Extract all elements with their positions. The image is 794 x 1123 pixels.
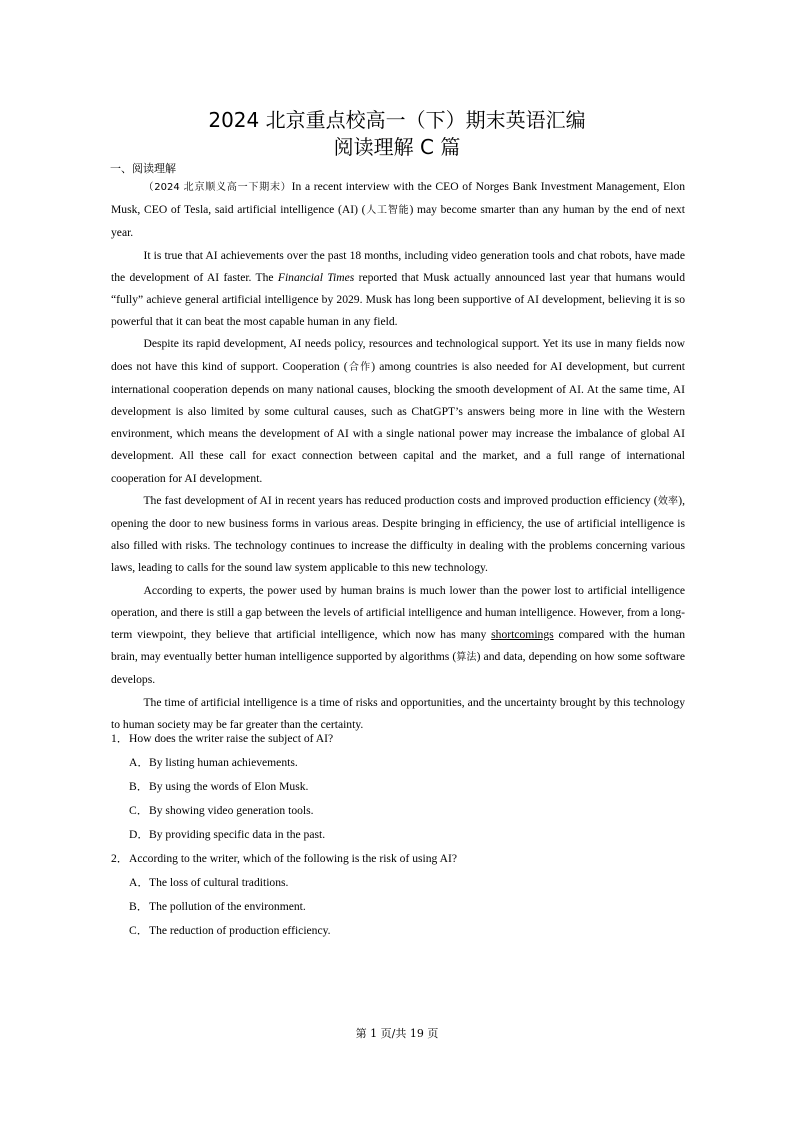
question-2-option-c: C．The reduction of production efficiency. xyxy=(129,924,331,937)
question-1-option-b: B．By using the words of Elon Musk. xyxy=(129,780,309,793)
publication-name: Financial Times xyxy=(277,270,355,284)
paragraph-3: Despite its rapid development, AI needs policy, resources and technological support. Yet its use in many fields now does not have this kind of support. Cooperation (合作) among countries is also needed for AI development, but current international cooperation depends on many national causes, blocking the smooth development of AI. At the same time, AI development is also limited by some cultural causes, such as ChatGPT’s answers being more in line with the Western environment, which means the development of AI with a single national power may increase the imbalance of global AI development. All these call for exact connection between capital and the market, and a full range of international cooperation for AI development. xyxy=(111,337,686,485)
question-1-option-d: D．By providing specific data in the past. xyxy=(129,828,326,841)
document-subtitle: 阅读理解 C 篇 xyxy=(333,135,461,159)
paragraph-4: The fast development of AI in recent years has reduced production costs and improved production efficiency (效率), opening the door to new business forms in various areas. Despite bringing in efficiency, the use of artificial intelligence is also filled with risks. The technology continues to increase the difficulty in dealing with the problems concerning various laws, leading to calls for the sound law system applicable to this new technology. xyxy=(111,493,685,575)
passage-source: （2024 北京顺义高一下期末） xyxy=(143,182,292,193)
paragraph-1: （2024 北京顺义高一下期末）In a recent interview with the CEO of Norges Bank Investment Management, Elon Musk, CEO of Tesla, said artificial intelligence (AI) (人工智能) may become smarter than any human by the end of next year. xyxy=(111,180,686,240)
question-1: 1．How does the writer raise the subject of AI? xyxy=(111,732,334,745)
question-2-option-a: A．The loss of cultural traditions. xyxy=(129,876,289,889)
question-1-option-a: A．By listing human achievements. xyxy=(129,756,298,769)
question-2: 2．According to the writer, which of the following is the risk of using AI? xyxy=(111,852,457,865)
question-2-option-b: B．The pollution of the environment. xyxy=(129,900,306,913)
paragraph-5: According to experts, the power used by human brains is much lower than the power lost to artificial intelligence operation, and there is still a gap between the levels of artificial intelligence and human intelligence. However, from a long-term viewpoint, they believe that artificial intelligence, which now has many shortcomings compared with the human brain, may eventually better human intelligence supported by algorithms (算法) and data, depending on how some software develops. xyxy=(111,583,686,687)
question-list xyxy=(111,728,685,944)
page-footer: 第 1 页/共 19 页 xyxy=(355,1027,439,1040)
paragraph-2: It is true that AI achievements over the past 18 months, including video generation tools and chat robots, have made the development of AI faster. The Financial Times reported that Musk actually announced last year that humans would “fully” achieve general artificial intelligence by 2029. Musk has long been supportive of AI development, believing it is so powerful that it can beat the most capable human in any field. xyxy=(111,248,686,329)
paragraph-6: The time of artificial intelligence is a time of risks and opportunities, and the uncertainty brought by this technology to human society may be far greater than the certainty. xyxy=(111,695,685,731)
question-1-option-c: C．By showing video generation tools. xyxy=(129,804,314,817)
document-title: 2024 北京重点校高一（下）期末英语汇编 xyxy=(208,108,586,132)
section-label: 一、阅读理解 xyxy=(110,162,176,175)
reading-passage xyxy=(111,176,685,736)
underlined-word: shortcomings xyxy=(491,628,554,642)
